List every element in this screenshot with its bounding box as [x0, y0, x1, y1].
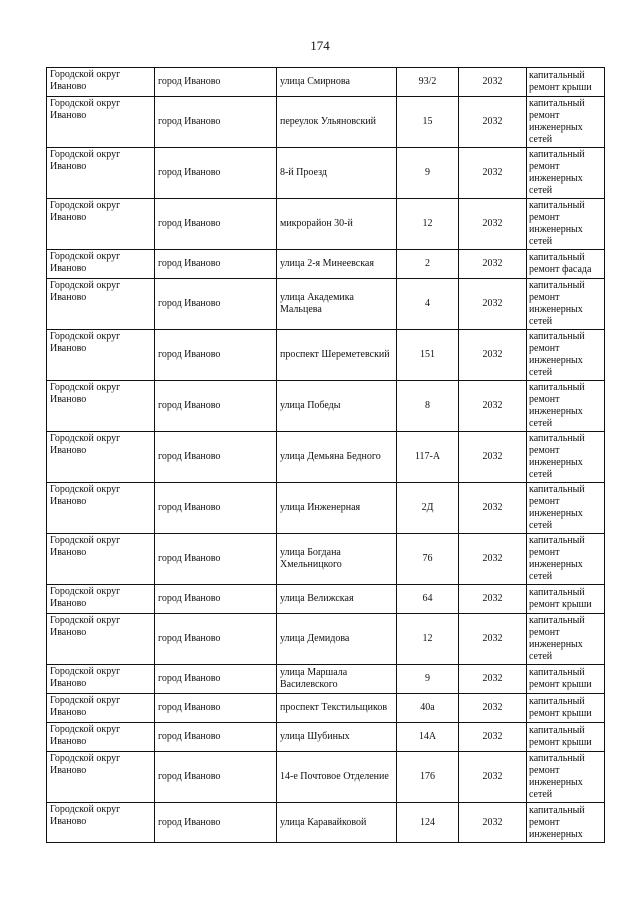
cell-street: улица Смирнова	[277, 68, 397, 97]
cell-work: капитальный ремонт инженерных сетей	[527, 752, 605, 803]
cell-district: Городской округ Иваново	[47, 752, 155, 803]
cell-city: город Иваново	[155, 665, 277, 694]
cell-house: 117-А	[397, 432, 459, 483]
cell-year: 2032	[459, 752, 527, 803]
cell-street: улица Демидова	[277, 614, 397, 665]
cell-year: 2032	[459, 250, 527, 279]
cell-year: 2032	[459, 330, 527, 381]
cell-street: улица Велижская	[277, 585, 397, 614]
table-row	[47, 250, 605, 279]
cell-year: 2032	[459, 68, 527, 97]
cell-street: 8-й Проезд	[277, 148, 397, 199]
cell-district: Городской округ Иваново	[47, 432, 155, 483]
cell-city: город Иваново	[155, 723, 277, 752]
cell-house: 64	[397, 585, 459, 614]
cell-street: улица Шубиных	[277, 723, 397, 752]
cell-district: Городской округ Иваново	[47, 381, 155, 432]
cell-year: 2032	[459, 585, 527, 614]
table-row	[47, 330, 605, 381]
cell-year: 2032	[459, 723, 527, 752]
table-row	[47, 665, 605, 694]
cell-house: 93/2	[397, 68, 459, 97]
cell-house: 9	[397, 665, 459, 694]
cell-district: Городской округ Иваново	[47, 585, 155, 614]
table-row	[47, 148, 605, 199]
cell-house: 2Д	[397, 483, 459, 534]
cell-year: 2032	[459, 381, 527, 432]
cell-work: капитальный ремонт инженерных сетей	[527, 97, 605, 148]
table-row	[47, 803, 605, 843]
cell-work: капитальный ремонт инженерных сетей	[527, 483, 605, 534]
cell-district: Городской округ Иваново	[47, 803, 155, 843]
cell-street: улица Академика Мальцева	[277, 279, 397, 330]
cell-house: 176	[397, 752, 459, 803]
cell-city: город Иваново	[155, 250, 277, 279]
cell-district: Городской округ Иваново	[47, 665, 155, 694]
cell-year: 2032	[459, 534, 527, 585]
cell-year: 2032	[459, 694, 527, 723]
table-row	[47, 483, 605, 534]
cell-city: город Иваново	[155, 68, 277, 97]
table-row	[47, 723, 605, 752]
table-row	[47, 752, 605, 803]
cell-street: проспект Текстильщиков	[277, 694, 397, 723]
cell-year: 2032	[459, 614, 527, 665]
cell-district: Городской округ Иваново	[47, 148, 155, 199]
table-row	[47, 534, 605, 585]
cell-house: 151	[397, 330, 459, 381]
cell-district: Городской округ Иваново	[47, 723, 155, 752]
cell-city: город Иваново	[155, 97, 277, 148]
cell-work: капитальный ремонт крыши	[527, 585, 605, 614]
page-number: 174	[310, 38, 330, 53]
cell-street: проспект Шереметевский	[277, 330, 397, 381]
cell-year: 2032	[459, 432, 527, 483]
cell-work: капитальный ремонт крыши	[527, 665, 605, 694]
cell-city: город Иваново	[155, 752, 277, 803]
table-row	[47, 381, 605, 432]
cell-street: улица Маршала Василевского	[277, 665, 397, 694]
cell-work: капитальный ремонт крыши	[527, 723, 605, 752]
table-row	[47, 68, 605, 97]
cell-year: 2032	[459, 97, 527, 148]
cell-year: 2032	[459, 148, 527, 199]
cell-house: 14А	[397, 723, 459, 752]
cell-district: Городской округ Иваново	[47, 199, 155, 250]
cell-work: капитальный ремонт инженерных сетей	[527, 614, 605, 665]
cell-house: 40а	[397, 694, 459, 723]
cell-year: 2032	[459, 279, 527, 330]
cell-work: капитальный ремонт инженерных сетей	[527, 199, 605, 250]
cell-district: Городской округ Иваново	[47, 534, 155, 585]
cell-city: город Иваново	[155, 534, 277, 585]
cell-house: 12	[397, 614, 459, 665]
cell-city: город Иваново	[155, 483, 277, 534]
cell-work: капитальный ремонт инженерных	[527, 803, 605, 843]
cell-district: Городской округ Иваново	[47, 97, 155, 148]
cell-work: капитальный ремонт фасада	[527, 250, 605, 279]
cell-street: микрорайон 30-й	[277, 199, 397, 250]
cell-city: город Иваново	[155, 803, 277, 843]
table-row	[47, 97, 605, 148]
cell-street: улица Каравайковой	[277, 803, 397, 843]
cell-city: город Иваново	[155, 199, 277, 250]
cell-year: 2032	[459, 483, 527, 534]
cell-house: 2	[397, 250, 459, 279]
cell-house: 4	[397, 279, 459, 330]
cell-street: улица 2-я Минеевская	[277, 250, 397, 279]
cell-city: город Иваново	[155, 585, 277, 614]
cell-district: Городской округ Иваново	[47, 483, 155, 534]
cell-district: Городской округ Иваново	[47, 279, 155, 330]
cell-work: капитальный ремонт инженерных сетей	[527, 330, 605, 381]
cell-city: город Иваново	[155, 279, 277, 330]
cell-work: капитальный ремонт инженерных сетей	[527, 279, 605, 330]
cell-street: улица Инженерная	[277, 483, 397, 534]
cell-house: 76	[397, 534, 459, 585]
repair-schedule-table	[46, 67, 605, 843]
table-row	[47, 585, 605, 614]
cell-district: Городской округ Иваново	[47, 330, 155, 381]
cell-city: город Иваново	[155, 432, 277, 483]
cell-street: 14-е Почтовое Отделение	[277, 752, 397, 803]
cell-house: 8	[397, 381, 459, 432]
table-row	[47, 279, 605, 330]
cell-district: Городской округ Иваново	[47, 694, 155, 723]
cell-street: улица Победы	[277, 381, 397, 432]
cell-district: Городской округ Иваново	[47, 250, 155, 279]
cell-work: капитальный ремонт инженерных сетей	[527, 381, 605, 432]
cell-year: 2032	[459, 665, 527, 694]
cell-house: 124	[397, 803, 459, 843]
cell-work: капитальный ремонт инженерных сетей	[527, 534, 605, 585]
table-row	[47, 614, 605, 665]
cell-district: Городской округ Иваново	[47, 614, 155, 665]
cell-city: город Иваново	[155, 614, 277, 665]
cell-street: переулок Ульяновский	[277, 97, 397, 148]
cell-street: улица Демьяна Бедного	[277, 432, 397, 483]
cell-city: город Иваново	[155, 330, 277, 381]
cell-work: капитальный ремонт крыши	[527, 694, 605, 723]
table-row	[47, 199, 605, 250]
cell-house: 12	[397, 199, 459, 250]
cell-year: 2032	[459, 199, 527, 250]
cell-city: город Иваново	[155, 148, 277, 199]
cell-work: капитальный ремонт инженерных сетей	[527, 432, 605, 483]
cell-city: город Иваново	[155, 694, 277, 723]
cell-house: 15	[397, 97, 459, 148]
cell-street: улица Богдана Хмельницкого	[277, 534, 397, 585]
cell-work: капитальный ремонт крыши	[527, 68, 605, 97]
table-row	[47, 432, 605, 483]
table-row	[47, 694, 605, 723]
cell-city: город Иваново	[155, 381, 277, 432]
cell-year: 2032	[459, 803, 527, 843]
cell-district: Городской округ Иваново	[47, 68, 155, 97]
cell-house: 9	[397, 148, 459, 199]
cell-work: капитальный ремонт инженерных сетей	[527, 148, 605, 199]
